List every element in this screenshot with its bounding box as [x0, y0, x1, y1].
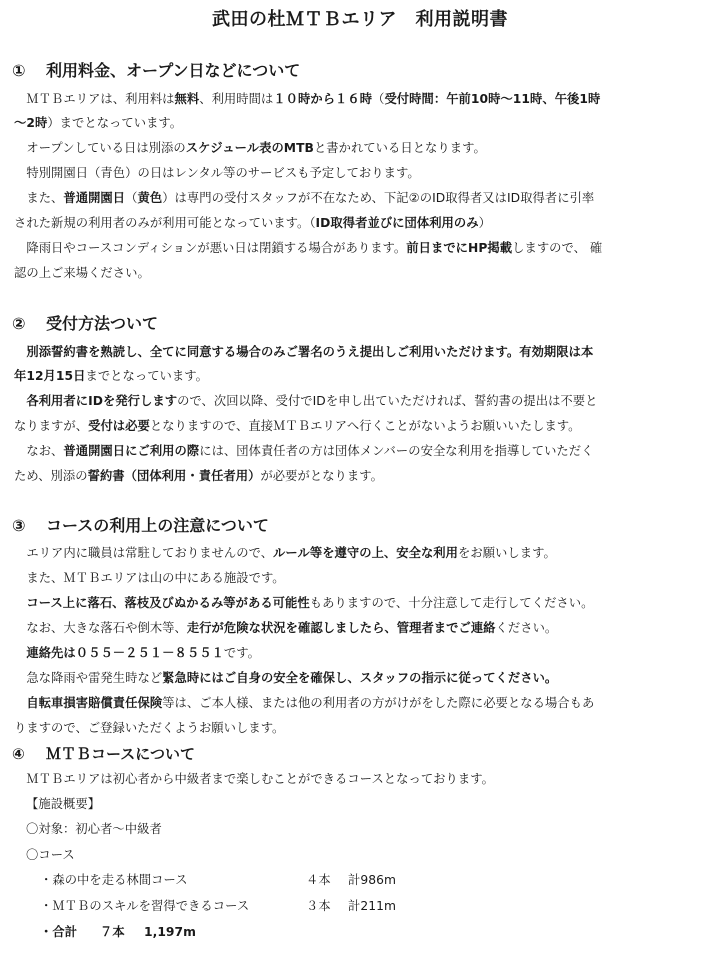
document-title: 武田の杜ＭＴＢエリア 利用説明書 [212, 9, 508, 30]
s1-line1 [14, 89, 600, 109]
bold-text: 普通開園日 [63, 191, 126, 205]
section1-title: 利用料金、オープン日などについて [46, 61, 301, 80]
sum-count: ７本 [100, 925, 125, 939]
s1-line3 [14, 138, 486, 158]
bold-text: 黄色 [137, 191, 163, 205]
section2-title: 受付方法ついて [46, 314, 159, 333]
section2-number: ② [12, 314, 26, 333]
s3-line3 [14, 593, 593, 613]
text: ）までとなっています。 [47, 116, 183, 130]
course-count: ３本 [306, 899, 331, 913]
bold-text: 走行が危険な状況を確認しましたら、管理者までご連絡 [186, 621, 496, 635]
text: 降雨日やコースコンディションが悪い日は閉鎖する場合があります。 [14, 241, 407, 255]
course-label: 〇コース [26, 848, 75, 862]
bold-text: ルール等を遵守の上、安全な利用 [273, 546, 459, 560]
text: 認の上ご来場ください。 [14, 266, 150, 280]
section1-heading [12, 60, 300, 82]
bold-text: 受付は必要 [88, 419, 150, 433]
text [14, 596, 26, 610]
section3-number: ③ [12, 516, 26, 535]
bold-text: スケジュール表のMTB [185, 141, 314, 155]
text: ）は専門の受付スタッフが不在なため、下記②のID取得者又はID取得者に引率 [162, 191, 595, 205]
course-total: 計211m [348, 899, 396, 913]
text: エリア内に職員は常駐しておりませんので、 [14, 546, 274, 560]
course-name: ・ＭＴＢのスキルを習得できるコース [40, 899, 250, 913]
bold-text: コース上に落石、落枝及びぬかるみ等がある可能性 [26, 596, 310, 610]
s1-line4 [14, 163, 420, 183]
text: （ [372, 92, 385, 106]
text: となりますので、直接ＭＴＢエリアへ行くことがないようお願いいたします。 [149, 419, 581, 433]
s2-line2 [14, 366, 208, 386]
text: オープンしている日は別添の [14, 141, 186, 155]
text: と書かれている日となります。 [313, 141, 486, 155]
bold-text: 年12月15日 [14, 369, 86, 383]
text: された新規の利用者のみが利用可能となっています。（ [14, 216, 316, 230]
bold-text: 受付時間：午前10時〜11時、午後1時 [384, 92, 601, 106]
course-row [40, 870, 396, 890]
course-count: ４本 [306, 873, 331, 887]
text: 特別開園日（青色）の日はレンタル等のサービスも予定しております。 [14, 166, 420, 180]
section1-number: ① [12, 61, 26, 80]
bold-text: 別添誓約書を熟読し、全てに同意する場合のみご署名のうえ提出しご利用いただけます。有効期限は本 [14, 345, 594, 359]
s3-line4 [14, 618, 557, 638]
section3-title: コースの利用上の注意について [46, 516, 269, 535]
bold-text: 〜2時 [14, 116, 48, 130]
text: もありますので、十分注意して走行してください。 [309, 596, 594, 610]
s2-line1 [14, 342, 593, 362]
s3-line1 [14, 543, 556, 563]
bold-text: 各利用者にIDを発行します [26, 394, 178, 408]
bold-text: 自転車損害賠償責任保険 [26, 696, 163, 710]
sum-total: 1,197m [144, 925, 197, 939]
s1-line5 [14, 188, 594, 208]
s2-line6 [14, 466, 383, 486]
text: なりますが、 [14, 419, 89, 433]
section4-number: ④ [12, 745, 25, 763]
text: ） [478, 216, 491, 230]
bold-text: 普通開園日にご利用の際 [63, 444, 200, 458]
s1-line7 [14, 238, 602, 258]
bold-text: １０時から１６時 [273, 92, 373, 106]
s4-line1: ＭＴＢエリアは初心者から中級者まで楽しむことができるコースとなっております。 [14, 772, 494, 786]
s3-line7 [14, 693, 594, 713]
bold-text: 誓約書（団体利用・責任者用） [87, 469, 261, 483]
s1-line6 [14, 213, 491, 233]
text: ＭＴＢエリアは、利用料は [14, 92, 175, 106]
s3-line8 [14, 718, 284, 738]
text: ください。 [495, 621, 558, 635]
bold-text: 前日までにHP掲載 [406, 241, 513, 255]
s2-line5 [14, 441, 593, 461]
text: なお、 [14, 444, 64, 458]
text: また、 [14, 191, 64, 205]
contact-phone: 連絡先は０５５－２５１－８５５１ [26, 646, 224, 660]
text [14, 696, 26, 710]
course-name: ・森の中を走る林間コース [40, 873, 188, 887]
text: 等は、ご本人様、または他の利用者の方がけがをした際に必要となる場合もあ [162, 696, 595, 710]
text [14, 646, 26, 660]
text: には、団体責任者の方は団体メンバーの安全な利用を指導していただく [199, 444, 594, 458]
text: までとなっています。 [85, 369, 208, 383]
text: また、ＭＴＢエリアは山の中にある施設です。 [14, 571, 285, 585]
course-row [40, 896, 396, 916]
section2-heading [12, 313, 158, 335]
s1-line8 [14, 263, 150, 283]
text: しますので、 確 [512, 241, 603, 255]
section4-heading [12, 743, 195, 765]
s3-line6 [14, 668, 557, 688]
text: （ [125, 191, 138, 205]
course-total: 計986m [348, 873, 396, 887]
section4-title: ＭＴＢコースについて [46, 745, 195, 763]
text: りますので、ご登録いただくようお願いします。 [14, 721, 285, 735]
sum-label: ・合計 [40, 925, 78, 939]
text: 、利用時間は [199, 92, 274, 106]
section3-heading [12, 515, 269, 537]
text: です。 [223, 646, 260, 660]
bold-text: 緊急時にはご自身の安全を確保し、スタッフの指示に従ってください。 [162, 671, 558, 685]
bold-text: 無料 [174, 92, 200, 106]
text: をお願いします。 [458, 546, 556, 560]
text: が必要がとなります。 [260, 469, 383, 483]
text: なお、大きな落石や倒木等、 [14, 621, 187, 635]
s3-line2 [14, 568, 285, 588]
s2-line4 [14, 416, 581, 436]
s3-line5 [14, 643, 260, 663]
bold-text: ID取得者並びに団体利用のみ [315, 216, 479, 230]
course-total-row [40, 922, 196, 942]
target-level: 〇対象：初心者〜中級者 [26, 822, 162, 836]
text: 急な降雨や雷発生時など [14, 671, 163, 685]
text: ので、次回以降、受付でIDを申し出ていただければ、誓約書の提出は不要と [177, 394, 598, 408]
text: ため、別添の [14, 469, 88, 483]
facility-overview-label: 【施設概要】 [26, 797, 101, 811]
s2-line3 [14, 391, 597, 411]
s1-line2 [14, 113, 182, 133]
text [14, 394, 26, 408]
